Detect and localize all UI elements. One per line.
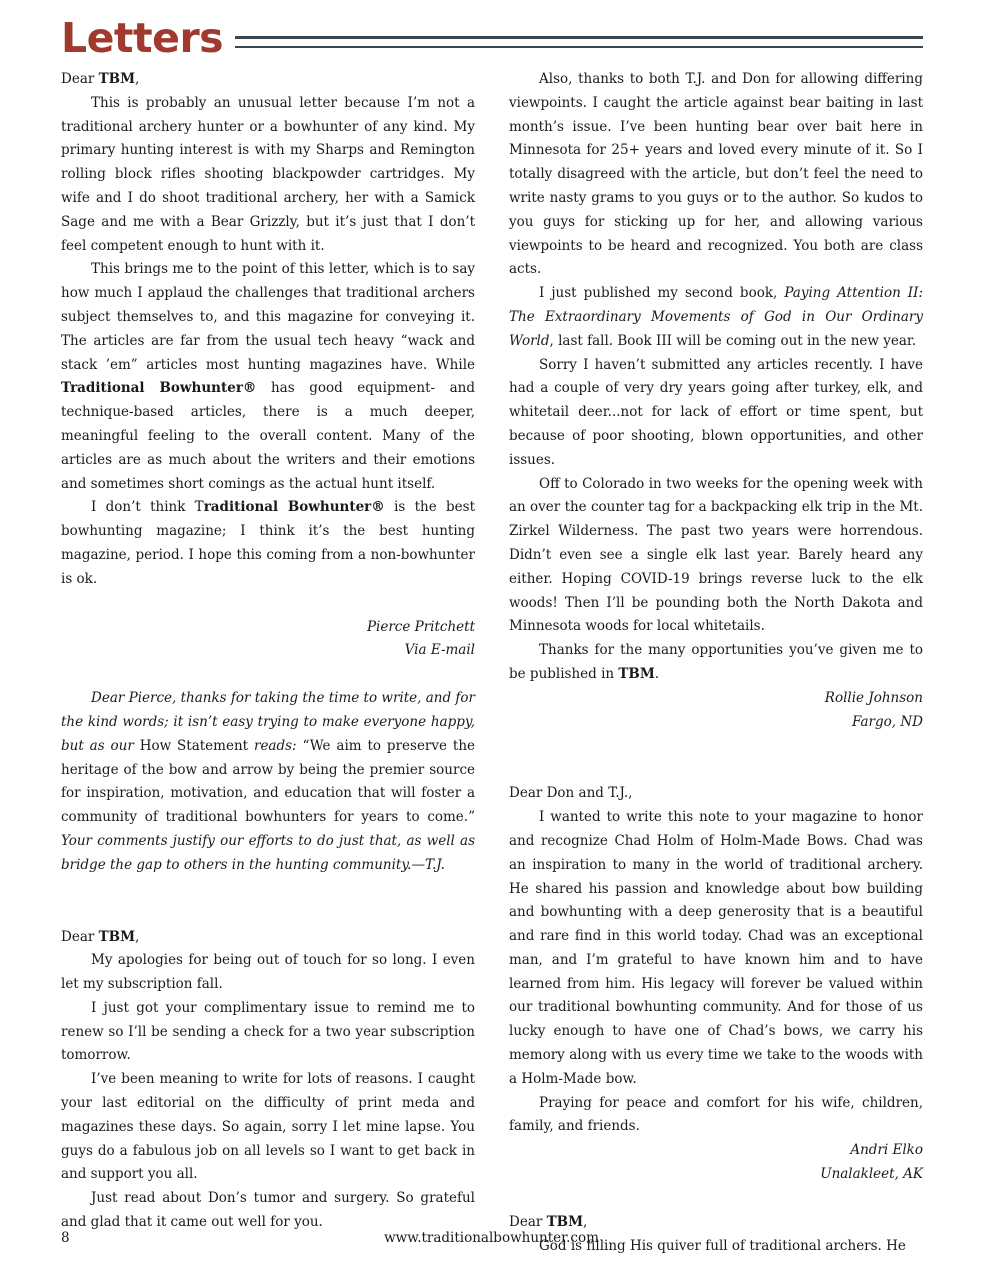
letter-paragraph: Just read about Don’s tumor and surgery. So grateful and glad that it came out well for you. xyxy=(61,1190,475,1231)
signature-place: Fargo, ND xyxy=(852,713,923,730)
left-column xyxy=(61,68,475,1235)
letter-paragraph: Sorry I haven’t submitted any articles recently. I have had a couple of very dry years going after turkey, elk, and whitetail deer...not for lack of effort or time spent, but because of poor shooting, blown opportunities, and other issues. xyxy=(509,356,923,468)
footer-url: www.traditionalbowhunter.com xyxy=(384,1230,599,1246)
letter-paragraph: I’ve been meaning to write for lots of reasons. I caught your last editorial on the difficulty of print meda and magazines these days. So again, sorry I let mine lapse. You guys do a fabulous job on all levels so I want to get back in and support you all. xyxy=(61,1071,475,1183)
letter-paragraph: God is filling His quiver full of traditional archers. He xyxy=(539,1237,906,1254)
signature-place: Unalakleet, AK xyxy=(820,1166,923,1183)
letter-paragraph: I just got your complimentary issue to remind me to renew so I’ll be sending a check for a two year subscription tomorrow. xyxy=(61,999,475,1064)
editor-reply: Dear Pierce, thanks for taking the time to write, and for the kind words; it isn’t easy trying to make everyone happy, but as our How Statement reads: “We aim to preserve the heritage of the bow and arrow by being the premier source for inspiration, motivation, and education that will foster a community of traditional bowhunters for years to come.” Your comments justify our efforts to do just that, as well as bridge the gap to others in the hunting community.—T.J. xyxy=(61,690,476,873)
letter-paragraph: I just published my second book, Paying Attention II: The Extraordinary Movements of God in Our Ordinary World, last fall. Book III will be coming out in the new year. xyxy=(509,285,924,349)
letter-salutation: Dear TBM, xyxy=(509,1213,588,1230)
letter-paragraph: Praying for peace and comfort for his wife, children, family, and friends. xyxy=(509,1094,923,1135)
letter-paragraph: This is probably an unusual letter because I’m not a traditional archery hunter or a bowhunter of any kind. My primary hunting interest is with my Sharps and Remington rolling block rifles shooting blackpowder cartridges. My wife and I do shoot traditional archery, her with a Samick Sage and me with a Bear Grizzly, but it’s just that I don’t feel competent enough to hunt with it. xyxy=(61,94,475,254)
header-rule-bottom xyxy=(235,46,923,48)
page-number: 8 xyxy=(61,1230,70,1246)
right-column xyxy=(509,68,923,1258)
page-title: Letters xyxy=(61,14,224,62)
letter-salutation: Dear TBM, xyxy=(61,71,140,87)
letter-paragraph: This brings me to the point of this letter, which is to say how much I applaud the challenges that traditional archers subject themselves to, and this magazine for conveying it. The articles are far from the usual tech heavy “wack and stack ’em” articles most hunting magazines have. While Traditional Bowhunter® has good equipment- and technique-based articles, there is a much deeper, meaningful feeling to the overall content. Many of the articles are as much about the writers and their emotions and sometimes short comings as the actual hunt itself. xyxy=(61,261,475,492)
signature-name: Rollie Johnson xyxy=(824,689,923,706)
signature-name: Pierce Pritchett xyxy=(366,618,475,635)
letter-paragraph: I don’t think Traditional Bowhunter® is the best bowhunting magazine; I think it’s the best hunting magazine, period. I hope this coming from a non-bowhunter is ok. xyxy=(61,499,475,587)
letter-paragraph: Thanks for the many opportunities you’ve given me to be published in TBM. xyxy=(509,642,923,682)
signature-name: Andri Elko xyxy=(850,1142,923,1159)
letter-salutation: Dear TBM, xyxy=(61,928,140,945)
letter-paragraph: Also, thanks to both T.J. and Don for allowing differing viewpoints. I caught the article against bear baiting in last month’s issue. I’ve been hunting bear over bait here in Minnesota for 25+ years and loved every minute of it. So I totally disagreed with the article, but don’t feel the need to write nasty grams to you guys or to the author. So kudos to you guys for sticking up for her, and allowing various viewpoints to be heard and recognized. You both are class acts. xyxy=(509,71,923,278)
letter-salutation: Dear Don and T.J., xyxy=(509,785,633,802)
letter-paragraph: I wanted to write this note to your magazine to honor and recognize Chad Holm of Holm-Made Bows. Chad was an inspiration to many in the world of traditional archery. He shared his passion and knowledge about bow building and bowhunting with a deep generosity that is a beautiful and rare find in this world today. Chad was an exceptional man, and I’m grateful to have known him and to have learned from him. His legacy will forever be valued within our traditional bowhunting community. And for those of us lucky enough to have one of Chad’s bows, we carry his memory along with us every time we take to the woods with a Holm-Made bow. xyxy=(509,809,923,1087)
header-rule-top xyxy=(235,36,923,39)
letter-paragraph: My apologies for being out of touch for so long. I even let my subscription fall. xyxy=(61,952,475,993)
letter-paragraph: Off to Colorado in two weeks for the opening week with an over the counter tag for a backpacking elk trip in the Mt. Zirkel Wilderness. The past two years were horrendous. Didn’t even see a single elk last year. Barely heard any either. Hoping COVID-19 brings reverse luck to the elk woods! Then I’ll be pounding both the North Dakota and Minnesota woods for local whitetails. xyxy=(509,475,923,635)
signature-place: Via E-mail xyxy=(404,642,475,659)
